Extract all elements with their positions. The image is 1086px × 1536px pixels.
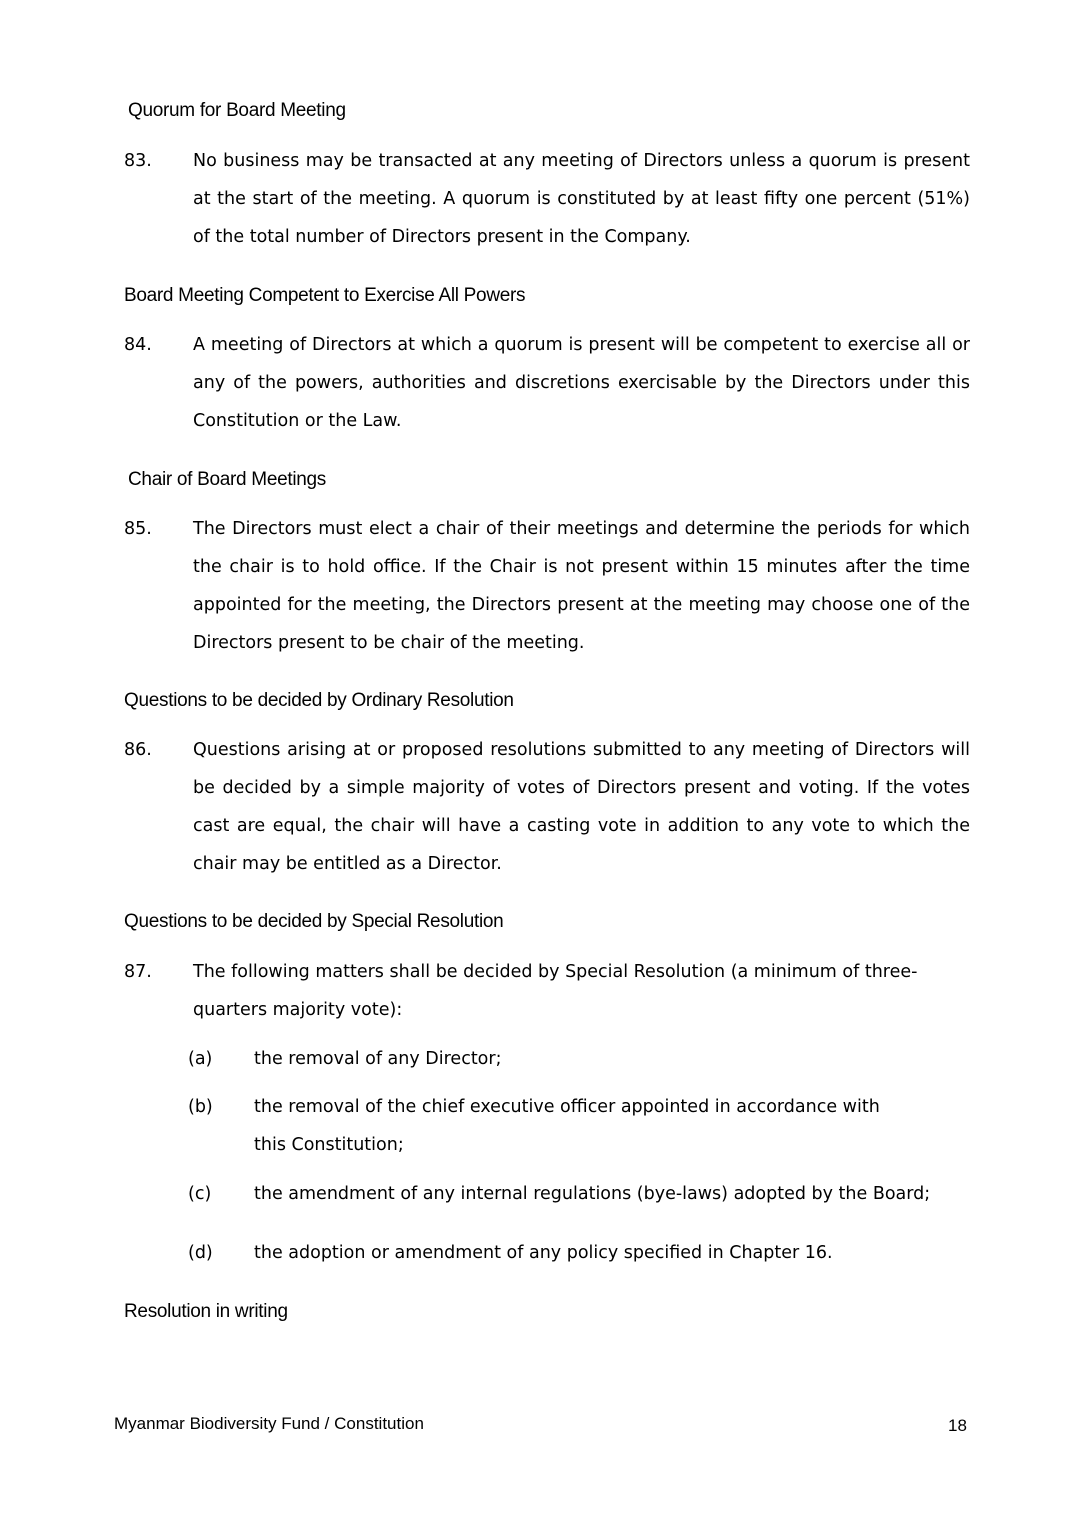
list-item bbox=[188, 1234, 948, 1272]
list-item-label: (d) bbox=[188, 1243, 213, 1263]
clause-text: Questions arising at or proposed resolutions submitted to any meeting of Directors will be decided by a simple majority of votes of Directors present and voting. If the votes cast are equal, the chair will have a casting vote in addition to any vote to which the chair may be entitled as a Director. bbox=[193, 740, 970, 874]
list-item bbox=[188, 1040, 948, 1078]
page-number: 18 bbox=[948, 1416, 967, 1435]
clause-number: 83. bbox=[124, 151, 152, 171]
heading-resolution-in-writing: Resolution in writing bbox=[124, 1301, 288, 1322]
list-item-label: (b) bbox=[188, 1097, 213, 1117]
list-item-text: the amendment of any internal regulations (bye-laws) adopted by the Board; bbox=[254, 1184, 931, 1204]
list-item-text: the adoption or amendment of any policy specified in Chapter 16. bbox=[254, 1243, 833, 1263]
list-item-label: (a) bbox=[188, 1049, 213, 1069]
clause-87 bbox=[124, 953, 924, 1029]
clause-text: The following matters shall be decided by Special Resolution (a minimum of three-quarters majority vote): bbox=[193, 962, 918, 1020]
clause-number: 85. bbox=[124, 519, 152, 539]
footer-document-title: Myanmar Biodiversity Fund / Constitution bbox=[114, 1414, 424, 1433]
list-item bbox=[188, 1175, 948, 1213]
heading-board-meeting-competent: Board Meeting Competent to Exercise All Powers bbox=[124, 285, 526, 306]
clause-84 bbox=[124, 326, 970, 440]
list-item-label: (c) bbox=[188, 1184, 212, 1204]
list-item-text: the removal of any Director; bbox=[254, 1049, 502, 1069]
clause-text: The Directors must elect a chair of their meetings and determine the periods for which the chair is to hold office. If the Chair is not present within 15 minutes after the time appointed for the meeting, the Directors present at the meeting may choose one of the Directors present to be chair of the meeting. bbox=[193, 519, 970, 653]
clause-85 bbox=[124, 510, 970, 662]
heading-chair-of-board-meetings: Chair of Board Meetings bbox=[128, 469, 326, 490]
clause-number: 84. bbox=[124, 335, 152, 355]
clause-number: 86. bbox=[124, 740, 152, 760]
heading-quorum-for-board-meeting: Quorum for Board Meeting bbox=[128, 100, 346, 121]
clause-number: 87. bbox=[124, 962, 152, 982]
clause-83 bbox=[124, 142, 970, 256]
clause-text: No business may be transacted at any meeting of Directors unless a quorum is present at the start of the meeting. A quorum is constituted by at least fifty one percent (51%) of the total number of Directors present in the Company. bbox=[193, 151, 970, 247]
clause-86 bbox=[124, 731, 970, 883]
clause-text: A meeting of Directors at which a quorum is present will be competent to exercise all or any of the powers, authorities and discretions exercisable by the Directors under this Constitution or the Law. bbox=[193, 335, 970, 431]
list-item-text: the removal of the chief executive officer appointed in accordance with this Constitution; bbox=[254, 1097, 880, 1155]
heading-ordinary-resolution: Questions to be decided by Ordinary Resolution bbox=[124, 690, 514, 711]
list-item bbox=[188, 1088, 948, 1164]
heading-special-resolution: Questions to be decided by Special Resolution bbox=[124, 911, 504, 932]
